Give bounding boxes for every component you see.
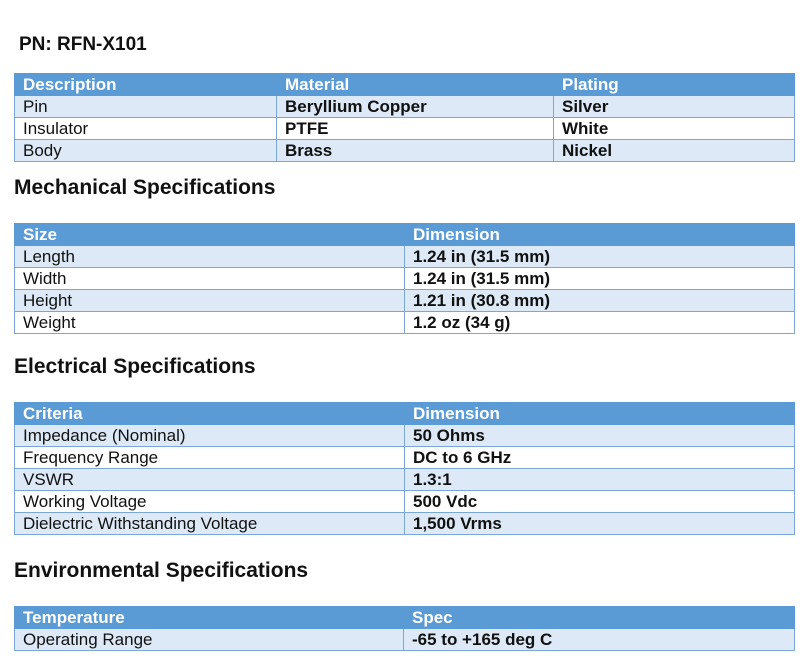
table-cell: VSWR: [15, 469, 405, 491]
table-cell: Pin: [15, 96, 277, 118]
table-cell: Dielectric Withstanding Voltage: [15, 513, 405, 535]
table-row: [15, 246, 795, 268]
electrical-table: [14, 402, 795, 535]
table-row: [15, 629, 795, 651]
table-cell: Impedance (Nominal): [15, 425, 405, 447]
table-cell: 1.21 in (30.8 mm): [405, 290, 795, 312]
column-header: Temperature: [15, 607, 404, 629]
table-cell: Insulator: [15, 118, 277, 140]
table-cell: -65 to +165 deg C: [404, 629, 795, 651]
table-cell: Nickel: [554, 140, 795, 162]
table-cell: 1.3:1: [405, 469, 795, 491]
table-cell: 50 Ohms: [405, 425, 795, 447]
table-cell: Beryllium Copper: [277, 96, 554, 118]
table-cell: Width: [15, 268, 405, 290]
column-header: Size: [15, 224, 405, 246]
table-cell: 1,500 Vrms: [405, 513, 795, 535]
table-header-row: [15, 224, 795, 246]
table-row: [15, 96, 795, 118]
column-header: Description: [15, 74, 277, 96]
mechanical-title: Mechanical Specifications: [14, 176, 276, 199]
table-cell: 1.2 oz (34 g): [405, 312, 795, 334]
table-cell: 1.24 in (31.5 mm): [405, 246, 795, 268]
table-row: [15, 447, 795, 469]
table-cell: Operating Range: [15, 629, 404, 651]
table-cell: White: [554, 118, 795, 140]
column-header: Material: [277, 74, 554, 96]
table-cell: Silver: [554, 96, 795, 118]
table-cell: 1.24 in (31.5 mm): [405, 268, 795, 290]
table-row: [15, 469, 795, 491]
table-row: [15, 140, 795, 162]
table-cell: Frequency Range: [15, 447, 405, 469]
table-cell: Body: [15, 140, 277, 162]
column-header: Spec: [404, 607, 795, 629]
column-header: Dimension: [405, 403, 795, 425]
column-header: Criteria: [15, 403, 405, 425]
part-number: PN: RFN-X101: [19, 34, 147, 55]
table-header-row: [15, 607, 795, 629]
table-row: [15, 312, 795, 334]
table-cell: DC to 6 GHz: [405, 447, 795, 469]
table-row: [15, 118, 795, 140]
table-cell: PTFE: [277, 118, 554, 140]
environmental-table: [14, 606, 795, 651]
environmental-title: Environmental Specifications: [14, 559, 309, 582]
table-row: [15, 268, 795, 290]
table-cell: Weight: [15, 312, 405, 334]
table-row: [15, 425, 795, 447]
table-header-row: [15, 403, 795, 425]
mechanical-table: [14, 223, 795, 334]
table-row: [15, 290, 795, 312]
column-header: Plating: [554, 74, 795, 96]
electrical-title: Electrical Specifications: [14, 355, 256, 378]
table-cell: Length: [15, 246, 405, 268]
table-header-row: [15, 74, 795, 96]
table-cell: Brass: [277, 140, 554, 162]
column-header: Dimension: [405, 224, 795, 246]
table-row: [15, 513, 795, 535]
table-row: [15, 491, 795, 513]
table-cell: Working Voltage: [15, 491, 405, 513]
materials-table: [14, 73, 795, 162]
table-cell: 500 Vdc: [405, 491, 795, 513]
table-cell: Height: [15, 290, 405, 312]
